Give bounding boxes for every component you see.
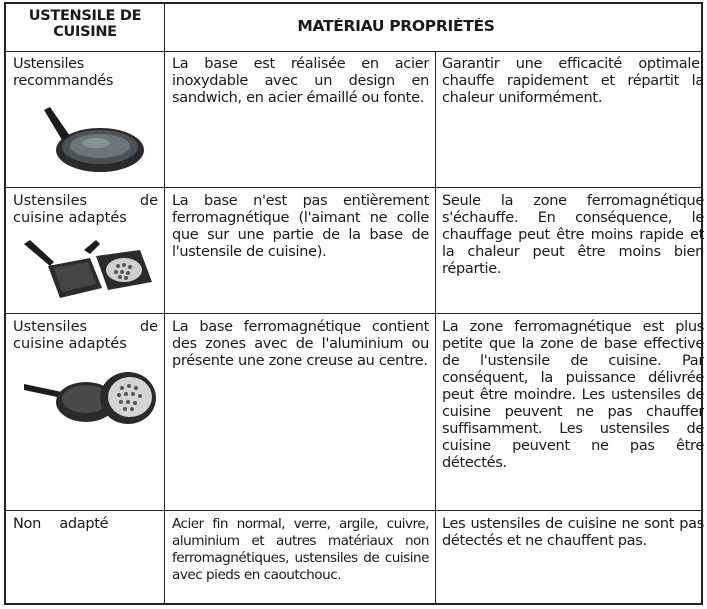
row-1-material: La base est réalisée en acier inoxydable avec un design en sandwich, en acier émaillé ou fonte. [172,56,429,106]
column-divider-1 [164,4,165,603]
frying-pan-icon [40,102,150,182]
row-1-type: Ustensiles recommandés [13,56,114,89]
header-divider [6,51,701,52]
row-3-properties: La zone ferromagnétique est plus petite que la zone de base effective de l'ustensile de cuisine. Par conséquent, la puissance délivrée peut être moindre. Les ustensiles de cuisine peuvent ne pas chauffer suffisamment. Les ustensiles de cuisine peuvent ne pas être détectés. [442,319,704,471]
row-4-type: Non adapté [13,516,109,532]
row-divider-2 [6,313,701,314]
header-cookware: USTENSILE DE CUISINE [28,8,142,40]
row-2-properties: Seule la zone ferromagnétique s'échauffe. En conséquence, le chauffage peut être moins rapide et la chaleur peut être moins bien répartie. [442,193,704,277]
perforated-base-pan-icon [22,362,162,436]
row-3-material: La base ferromagnétique contient des zones avec de l'aluminium ou présente une zone creuse au centre. [172,319,429,369]
row-2-type: Ustensiles de cuisine adaptés [13,193,158,226]
row-divider-3 [6,510,701,511]
row-divider-1 [6,187,701,188]
row-2-material: La base n'est pas entièrement ferromagnétique (l'aimant ne colle que sur une partie de la base de l'ustensile de cuisine). [172,193,429,260]
column-divider-2 [435,52,436,603]
row-4-properties: Les ustensiles de cuisine ne sont pas détectés et ne chauffent pas. [442,516,704,549]
grill-pan-icon [20,236,160,308]
cookware-table [4,2,703,605]
row-4-material: Acier fin normal, verre, argile, cuivre, aluminium et autres matériaux non ferromagnétiques, ustensiles de cuisine avec pieds en caoutchouc. [172,516,429,583]
header-material-properties: MATÉRIAU PROPRIÉTÉS [297,18,495,34]
row-1-properties: Garantir une efficacité optimale, chauffe rapidement et répartit la chaleur uniformément. [442,56,704,106]
row-3-type: Ustensiles de cuisine adaptés [13,319,158,352]
